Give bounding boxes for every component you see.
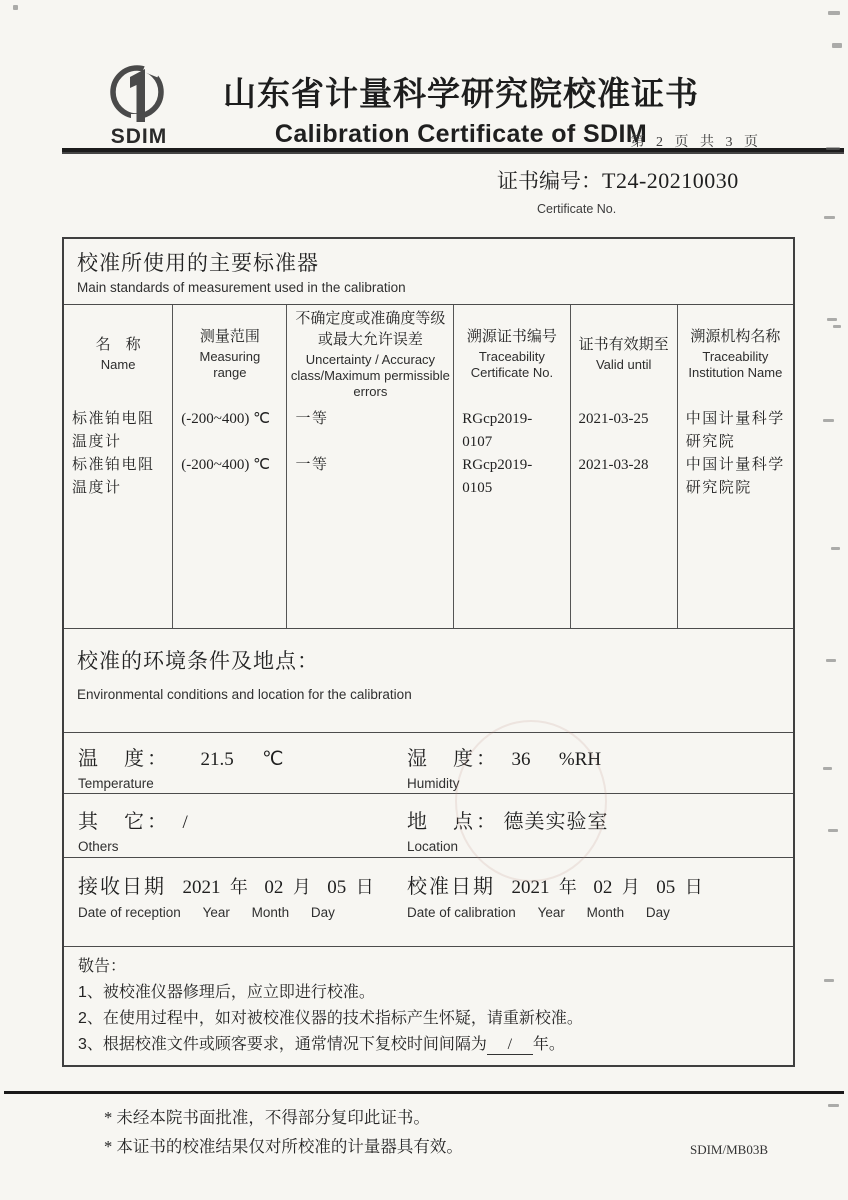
table-col-uncertainty — [286, 402, 453, 628]
temperature-field — [64, 742, 407, 793]
table-cell: 标准铂电阻温度计 — [72, 411, 155, 450]
temperature-label: 温 度： — [78, 747, 170, 770]
standards-table-body — [64, 402, 793, 628]
footnote-2: * 本证书的校准结果仅对所校准的计量器具有效。 — [104, 1136, 463, 1156]
table-cell: (-200~400) ℃ — [181, 457, 270, 474]
others-value: / — [182, 812, 188, 834]
scan-stain — [455, 720, 607, 882]
others-location-row — [64, 793, 793, 857]
logo-label: SDIM — [110, 125, 168, 148]
reception-month: 02 — [264, 877, 284, 899]
certificate-number — [497, 165, 739, 195]
col-header-valid-until: 证书有效期至 Valid until — [570, 305, 677, 402]
notice-item-1: 1、被校准仪器修理后，应立即进行校准。 — [78, 984, 375, 1002]
table-cell: (-200~400) ℃ — [181, 411, 270, 428]
reception-label-en: Date of reception — [78, 905, 181, 921]
table-cell: 中国计量科学研究院 — [685, 411, 785, 450]
footnotes — [104, 1104, 463, 1162]
table-col-valid-until — [570, 402, 677, 628]
reception-label: 接收日期 — [78, 876, 166, 899]
reception-day: 05 — [327, 877, 347, 899]
calibration-label: 校准日期 — [407, 876, 495, 899]
scan-artifact — [827, 318, 837, 321]
page-number-info: 第 2 页 共 3 页 — [630, 135, 762, 150]
humidity-label-en: Humidity — [407, 775, 460, 791]
standards-title-en: Main standards of measurement used in the calibration — [77, 280, 406, 295]
temperature-value: 21.5 — [200, 748, 234, 770]
date-of-calibration: 校准日期 2021 年 02 月 05 日 Date of calibration Year Month Day — [407, 876, 703, 921]
sdim-logo — [96, 62, 182, 149]
table-col-name — [64, 402, 172, 628]
environment-title-en: Environmental conditions and location for the calibration — [77, 687, 412, 703]
table-col-institution — [677, 402, 793, 628]
scan-artifact — [823, 767, 832, 770]
table-col-cert-no — [453, 402, 569, 628]
form-number: SDIM/MB03B — [689, 1142, 768, 1157]
environment-title-zh: 校准的环境条件及地点： — [77, 650, 319, 674]
others-label-en: Others — [78, 839, 119, 855]
notice-item-2: 2、在使用过程中，如对被校准仪器的技术指标产生怀疑，请重新校准。 — [78, 1010, 583, 1028]
col-header-name: 名 称 Name — [95, 336, 141, 373]
date-of-reception: 接收日期 2021 年 02 月 05 日 Date of reception Year Month Day — [78, 876, 374, 921]
title-en: Calibration Certificate of SDIM — [274, 120, 648, 148]
certificate-body — [62, 237, 795, 1067]
scan-artifact — [13, 5, 18, 10]
scan-artifact — [832, 43, 842, 48]
calibration-label-en: Date of calibration — [407, 905, 516, 921]
scan-artifact — [823, 419, 834, 422]
table-cell: 一等 — [295, 411, 329, 428]
calibration-month: 02 — [593, 877, 613, 899]
location-label: 地 点： — [407, 811, 499, 834]
location-label-en: Location — [407, 839, 459, 855]
standards-title-zh: 校准所使用的主要标准器 — [77, 252, 319, 275]
temperature-label-en: Temperature — [78, 775, 154, 791]
col-header-measuring-range: 测量范围 Measuring range — [172, 305, 286, 402]
environment-section-title — [64, 628, 793, 732]
scan-artifact — [828, 829, 838, 832]
table-col-range — [172, 402, 286, 628]
table-cell: 一等 — [295, 457, 329, 474]
header-divider — [62, 148, 844, 154]
table-cell: 中国计量科学研究院院 — [685, 457, 785, 496]
scan-artifact — [828, 11, 840, 15]
notice-section — [64, 946, 793, 1065]
calibration-year: 2021 — [511, 877, 550, 899]
temperature-unit: ℃ — [262, 748, 284, 770]
certificate-number-value: T24-20210030 — [602, 168, 739, 193]
scan-artifact — [833, 325, 841, 328]
scan-artifact — [831, 547, 840, 550]
table-cell: 2021-03-25 — [578, 411, 649, 428]
temperature-humidity-row — [64, 732, 793, 793]
certificate-number-label: 证书编号： — [497, 169, 602, 193]
col-header-traceability-cert-no: 溯源证书编号 Traceability Certificate No. — [453, 305, 569, 402]
scan-artifact — [826, 147, 840, 150]
humidity-unit: %RH — [558, 748, 602, 770]
col-header-traceability-institution: 溯源机构名称 Traceability Institution Name — [677, 305, 793, 402]
others-label: 其 它： — [78, 811, 170, 834]
certificate-number-label-en: Certificate No. — [537, 202, 617, 216]
standards-table-header — [64, 304, 793, 402]
scan-artifact — [824, 979, 834, 982]
scan-artifact — [826, 659, 836, 662]
scan-artifact — [828, 1104, 839, 1107]
calibration-day: 05 — [656, 877, 676, 899]
scan-artifact — [824, 216, 835, 219]
humidity-value: 36 — [511, 748, 531, 770]
col-header-uncertainty: 不确定度或准确度等级或最大允许误差 Uncertainty / Accuracy class/Maximum permissible errors — [286, 305, 453, 402]
notice-item-3: 3、根据校准文件或顾客要求，通常情况下复校时间间隔为 / 年。 — [78, 1036, 565, 1054]
recal-interval-blank: / — [487, 1036, 533, 1055]
dates-row — [64, 857, 793, 946]
standards-section-title — [64, 239, 793, 304]
footer-divider — [4, 1091, 844, 1094]
table-cell: 标准铂电阻温度计 — [72, 457, 155, 496]
footnote-1: * 未经本院书面批准，不得部分复印此证书。 — [104, 1108, 430, 1127]
others-field — [64, 805, 407, 857]
location-value: 德美实验室 — [503, 811, 609, 834]
table-cell: RGcp2019-0105 — [462, 457, 533, 496]
table-cell: RGcp2019-0107 — [462, 411, 533, 450]
notice-title: 敬告： — [78, 958, 127, 976]
title-zh: 山东省计量科学研究院校准证书 — [223, 77, 699, 113]
humidity-label: 湿 度： — [407, 747, 499, 770]
reception-year: 2021 — [182, 877, 221, 899]
table-cell: 2021-03-28 — [578, 457, 649, 474]
